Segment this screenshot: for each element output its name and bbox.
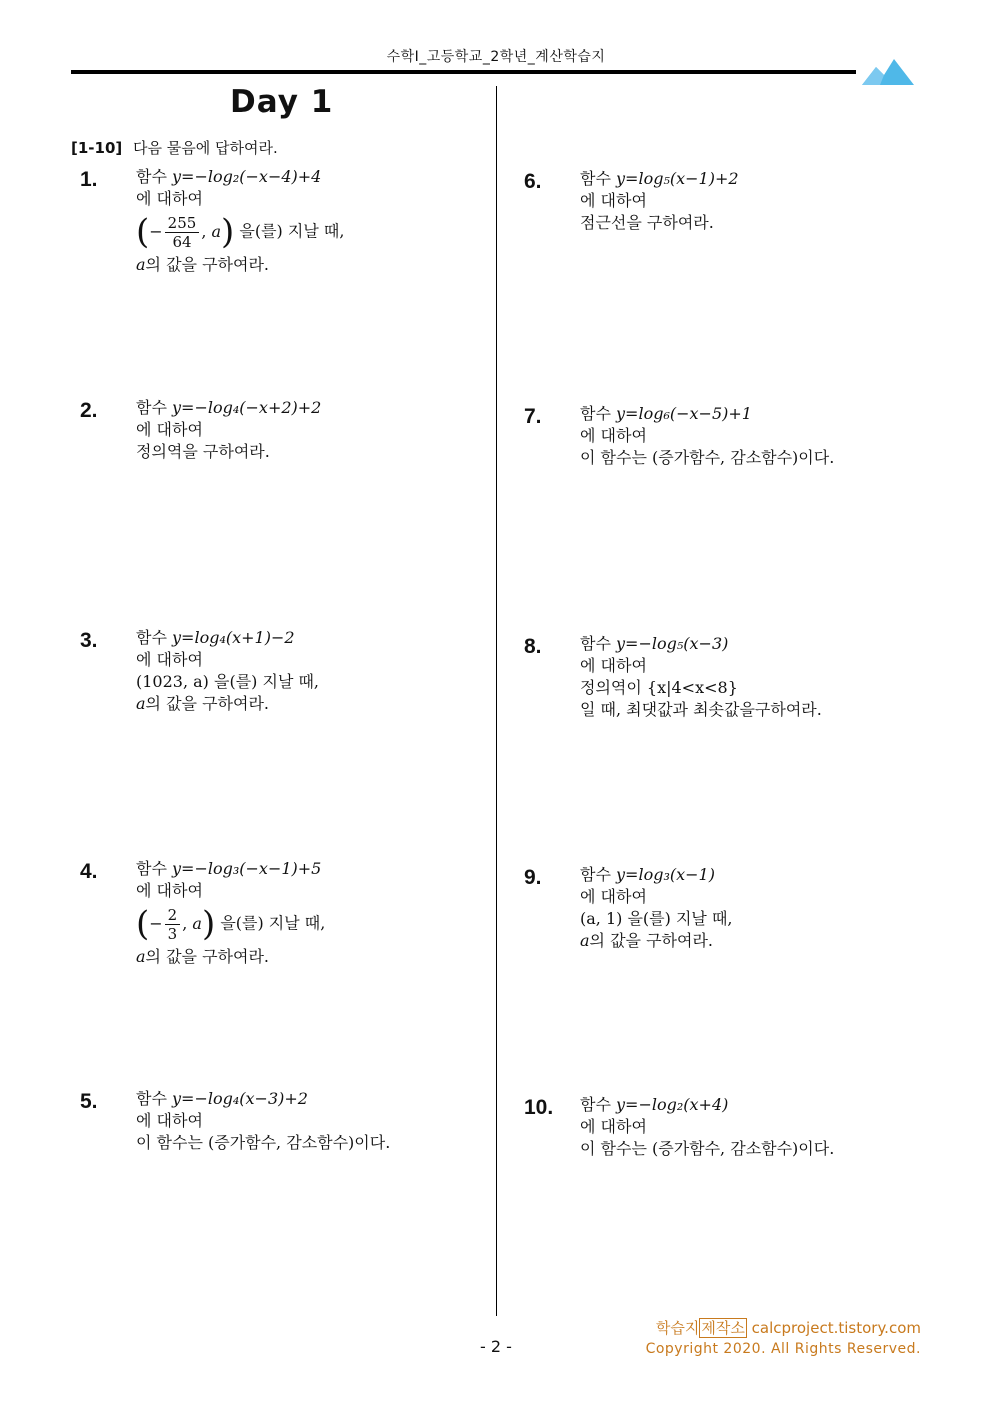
function-expression: y=−log₂(−x−4)+4 bbox=[172, 167, 322, 186]
fraction-denominator: 64 bbox=[172, 232, 192, 251]
problem-number: 5. bbox=[80, 1090, 98, 1113]
function-expression: y=−log₄(−x+2)+2 bbox=[172, 398, 322, 417]
problem-line: 에 대하여 bbox=[580, 656, 647, 675]
problem-line: 이 함수는 (증가함수, 감소함수)이다. bbox=[580, 448, 835, 467]
problem-number: 10. bbox=[524, 1096, 554, 1119]
problem-lead: 함수 bbox=[136, 628, 167, 647]
variable-a: a bbox=[136, 947, 146, 966]
problem-line: 에 대하여 bbox=[136, 189, 203, 208]
function-expression: y=−log₂(x+4) bbox=[616, 1095, 729, 1114]
problem-line: 이 함수는 (증가함수, 감소함수)이다. bbox=[136, 1133, 391, 1152]
problem-line: 을(를) 지날 때, bbox=[239, 221, 345, 241]
fraction-denominator: 3 bbox=[167, 924, 178, 943]
problem-number: 2. bbox=[80, 399, 98, 422]
problem-line: 정의역을 구하여라. bbox=[136, 442, 270, 461]
problem-line: 을(를) 지날 때, bbox=[220, 913, 326, 933]
function-expression: y=log₄(x+1)−2 bbox=[172, 628, 295, 647]
problem-line: 에 대하여 bbox=[580, 426, 647, 445]
problem-number: 4. bbox=[80, 860, 98, 883]
header-title: 수학I_고등학교_2학년_계산학습지 bbox=[386, 49, 606, 65]
problem-lead: 함수 bbox=[136, 398, 167, 417]
brand-boxed-text: 제작소 bbox=[701, 1319, 745, 1337]
footer-brand[interactable] bbox=[656, 1317, 921, 1338]
problem-line: 점근선을 구하여라. bbox=[580, 213, 714, 232]
fraction bbox=[165, 906, 181, 943]
fraction bbox=[165, 214, 200, 251]
problem-line: 에 대하여 bbox=[136, 881, 203, 900]
problem-line: (1023, a) 을(를) 지날 때, bbox=[136, 672, 320, 691]
problem-lead: 함수 bbox=[136, 859, 167, 878]
problem-line: 에 대하여 bbox=[136, 420, 203, 439]
function-expression: y=−log₄(x−3)+2 bbox=[172, 1089, 308, 1108]
fraction-numerator: 255 bbox=[165, 214, 200, 233]
function-expression: y=−log₃(−x−1)+5 bbox=[172, 859, 322, 878]
function-expression: y=log₃(x−1) bbox=[616, 865, 715, 884]
problem-lead: 함수 bbox=[580, 404, 611, 423]
column-divider bbox=[496, 86, 497, 1316]
variable-a: a bbox=[136, 694, 146, 713]
variable-a: a bbox=[136, 255, 146, 274]
problem-line: 의 값을 구하여라. bbox=[145, 694, 269, 713]
function-expression: y=−log₅(x−3) bbox=[616, 634, 729, 653]
problem-lead: 함수 bbox=[580, 634, 611, 653]
point-expression: ( − $\frac{2}{3}$ , a ) bbox=[136, 904, 216, 944]
instruction-text: 다음 물음에 답하여라. bbox=[133, 139, 278, 157]
site-link[interactable]: calcproject.tistory.com bbox=[751, 1319, 921, 1337]
brand-text: 학습지 bbox=[655, 1319, 700, 1337]
point-expression: ( − $\frac{255}{64}$ , a ) bbox=[136, 212, 235, 252]
problem-number: 8. bbox=[524, 635, 542, 658]
problem-line: (a, 1) 을(를) 지날 때, bbox=[580, 909, 733, 928]
problem-number: 3. bbox=[80, 629, 98, 652]
problem-lead: 함수 bbox=[136, 167, 167, 186]
problem-line: 의 값을 구하여라. bbox=[589, 931, 713, 950]
problem-number: 9. bbox=[524, 866, 542, 889]
problem-line: 에 대하여 bbox=[136, 650, 203, 669]
day-title: Day 1 bbox=[230, 84, 334, 120]
instruction bbox=[71, 137, 278, 158]
variable-a: a bbox=[192, 914, 202, 933]
problem-line: 의 값을 구하여라. bbox=[145, 947, 269, 966]
problem-line: 에 대하여 bbox=[580, 1117, 647, 1136]
problem-line: 일 때, 최댓값과 최솟값을구하여라. bbox=[580, 700, 822, 719]
problem-number: 1. bbox=[80, 168, 98, 191]
problem-line: 정의역이 {x|4<x<8} bbox=[580, 678, 738, 697]
problem-line: 에 대하여 bbox=[136, 1111, 203, 1130]
function-expression: y=log₆(−x−5)+1 bbox=[616, 404, 752, 423]
problem-line: 이 함수는 (증가함수, 감소함수)이다. bbox=[580, 1139, 835, 1158]
copyright: Copyright 2020. All Rights Reserved. bbox=[645, 1341, 921, 1357]
problem-lead: 함수 bbox=[580, 1095, 611, 1114]
page-number: - 2 - bbox=[480, 1337, 512, 1356]
mountain-logo-icon bbox=[862, 57, 914, 87]
problem-lead: 함수 bbox=[136, 1089, 167, 1108]
problem-number: 6. bbox=[524, 170, 542, 193]
variable-a: a bbox=[211, 222, 222, 241]
variable-a: a bbox=[580, 931, 590, 950]
problem-number: 7. bbox=[524, 405, 542, 428]
fraction-numerator: 2 bbox=[165, 906, 181, 925]
problem-lead: 함수 bbox=[580, 169, 611, 188]
problem-line: 에 대하여 bbox=[580, 191, 647, 210]
problem-lead: 함수 bbox=[580, 865, 611, 884]
instruction-tag: [1-10] bbox=[71, 139, 123, 157]
function-expression: y=log₅(x−1)+2 bbox=[616, 169, 739, 188]
problem-line: 에 대하여 bbox=[580, 887, 647, 906]
header-rule bbox=[71, 70, 856, 74]
problem-line: 의 값을 구하여라. bbox=[145, 255, 269, 274]
